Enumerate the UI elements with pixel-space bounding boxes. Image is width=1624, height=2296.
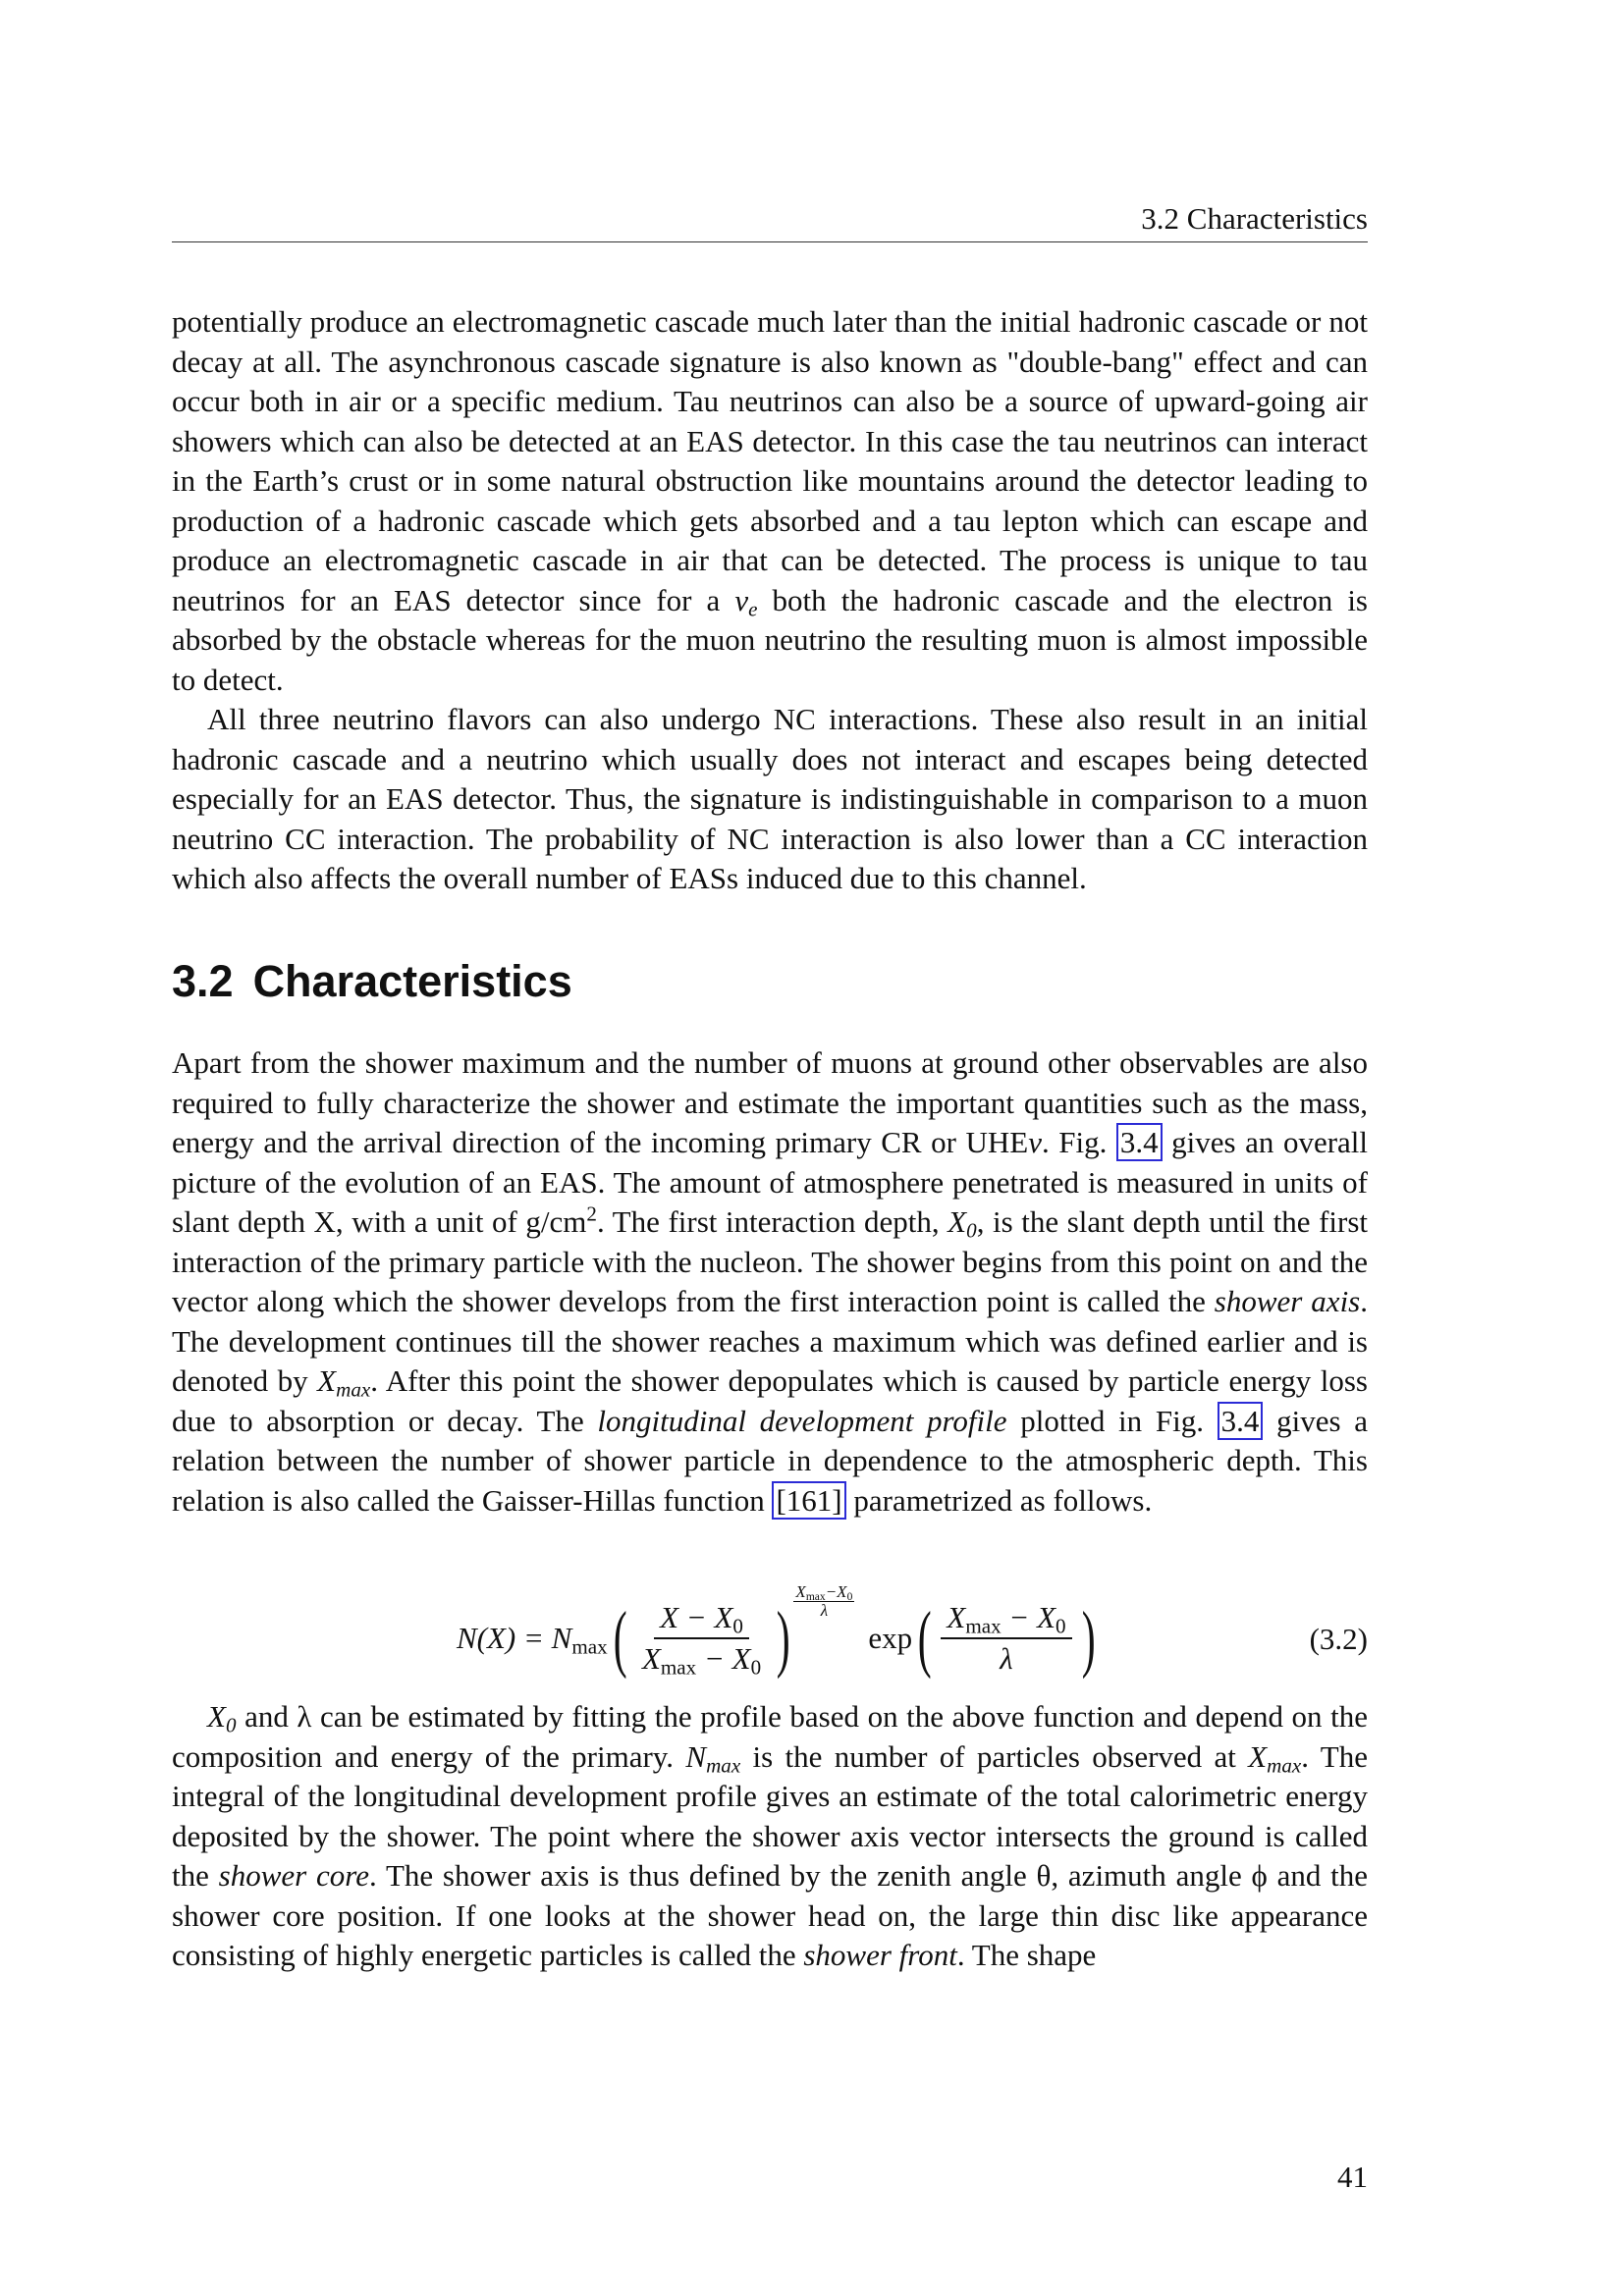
paragraph-characteristics: Apart from the shower maximum and the number of muons at ground other observables are also required to fully characterize the shower and estimate the important quantities such as the mass, energy and the arrival direction of the incoming primary CR or UHEν. Fig. 3.4 gives an overall picture of the evolution of an EAS. The amount of atmosphere penetrated is measured in units of slant depth X, with a unit of $g/cm^2$. The first interaction depth, $X_0$, is the slant depth until the first interaction of the primary particle with the nucleon. The shower begins from this point on and the vector along which the shower develops from the first interaction point is called the shower axis. The development continues till the shower reaches a maximum which was defined earlier and is denoted by $X_{max}$. After this point the shower depopulates which is caused by particle energy loss due to absorption or decay. The longitudinal development profile plotted in Fig. 3.4 gives a relation between the number of shower particle in dependence to the atmospheric depth. This relation is also called the Gaisser-Hillas function [161] parametrized as follows. — [172, 1045, 1369, 1518]
nmax-symbol: $N_{max}$ — [685, 1738, 741, 1777]
equation-gaisser-hillas — [172, 1581, 1368, 1692]
paragraph-shower-core: $X_0$ and λ can be estimated by fitting the profile based on the above function and depend on the composition and energy of the primary. $N_{max}$ is the number of particles observed at $X_{max}$. The integral of the longitudinal development profile gives an estimate of the total calorimetric energy deposited by the shower. The point where the shower axis vector intersects the ground is called the shower core. The shower axis is thus defined by the zenith angle θ, azimuth angle ϕ and the shower core position. If one looks at the shower head on, the large thin disc like appearance consisting of highly energetic particles is called the shower front. The shape — [172, 1699, 1369, 1972]
fraction-exp-argument: $\frac{X_{max} - X_0}{\lambda}$ — [941, 1600, 1071, 1677]
equation-body — [457, 1581, 1101, 1692]
x0-symbol: $X_0$ — [947, 1204, 977, 1243]
paragraph-nc-interactions: All three neutrino flavors can also undergo NC interactions. These also result in an initial hadronic cascade and a neutrino which usually does not interact and escapes being detected especially for an EAS detector. Thus, the signature is indistinguishable in comparison to a muon neutrino CC interaction. The probability of NC interaction is also lower than a CC interaction which also affects the overall number of EASs induced due to this channel. — [172, 702, 1368, 895]
term-shower-axis: shower axis — [1214, 1284, 1361, 1318]
equation-number: (3.2) — [1309, 1622, 1368, 1656]
nu-e-symbol: $\nu_e$ — [734, 582, 758, 620]
term-shower-front: shower front — [803, 1938, 957, 1972]
xmax-symbol-2: $X_{max}$ — [1248, 1738, 1302, 1777]
right-paren: ) — [776, 1597, 790, 1680]
exp-function: exp — [868, 1621, 913, 1655]
section-title: Characteristics — [252, 956, 572, 1006]
x0-symbol-2: $X_0$ — [207, 1699, 237, 1737]
paragraph-tau-neutrino — [172, 302, 1368, 700]
figure-ref-3-4[interactable]: 3.4 — [1116, 1123, 1163, 1161]
equation-exponent: $X_{max}-X_0$ λ — [795, 1581, 853, 1620]
right-paren-2: ) — [1081, 1597, 1096, 1680]
left-paren-2: ( — [917, 1597, 932, 1680]
citation-link-161[interactable]: [161] — [772, 1481, 845, 1520]
page-number: 41 — [1337, 2160, 1368, 2194]
term-shower-core: shower core — [218, 1858, 369, 1893]
header-rule — [172, 241, 1368, 242]
section-heading — [172, 954, 572, 1009]
section-number: 3.2 — [172, 956, 234, 1006]
term-longitudinal-profile: longitudinal development profile — [597, 1403, 1007, 1438]
figure-ref-3-4-second[interactable]: 3.4 — [1218, 1402, 1264, 1440]
para1-text-1: potentially produce an electromagnetic cascade much later than the initial hadronic cascade or not decay at all. The asynchronous cascade signature is also known as "double-bang" effect and can occur both in air or a specific medium. Tau neutrinos can also be a source of upward-going air showers which can also be detected at an EAS detector. In this case the tau neutrinos can interact in the Earth’s crust or in some natural obstruction like mountains around the detector leading to production of a hadronic cascade which gets absorbed and a tau lepton which can escape and produce an electromagnetic cascade in air that can be detected. The process is unique to tau neutrinos for an EAS detector since for a — [172, 304, 1368, 617]
para1-text-2: both the hadronic cascade and the electron is absorbed by the obstacle whereas for the muon neutrino the resulting muon is almost impossible to detect. — [172, 582, 1368, 697]
xmax-symbol: $X_{max}$ — [317, 1363, 371, 1402]
running-head: 3.2 Characteristics — [1141, 201, 1368, 236]
fraction-depth-ratio: $\frac{X - X_0}{X_{max} - X_0}$ — [641, 1600, 762, 1680]
equation-lhs: $N(X) = N_{max}$ — [457, 1621, 608, 1659]
left-paren: ( — [613, 1597, 627, 1680]
